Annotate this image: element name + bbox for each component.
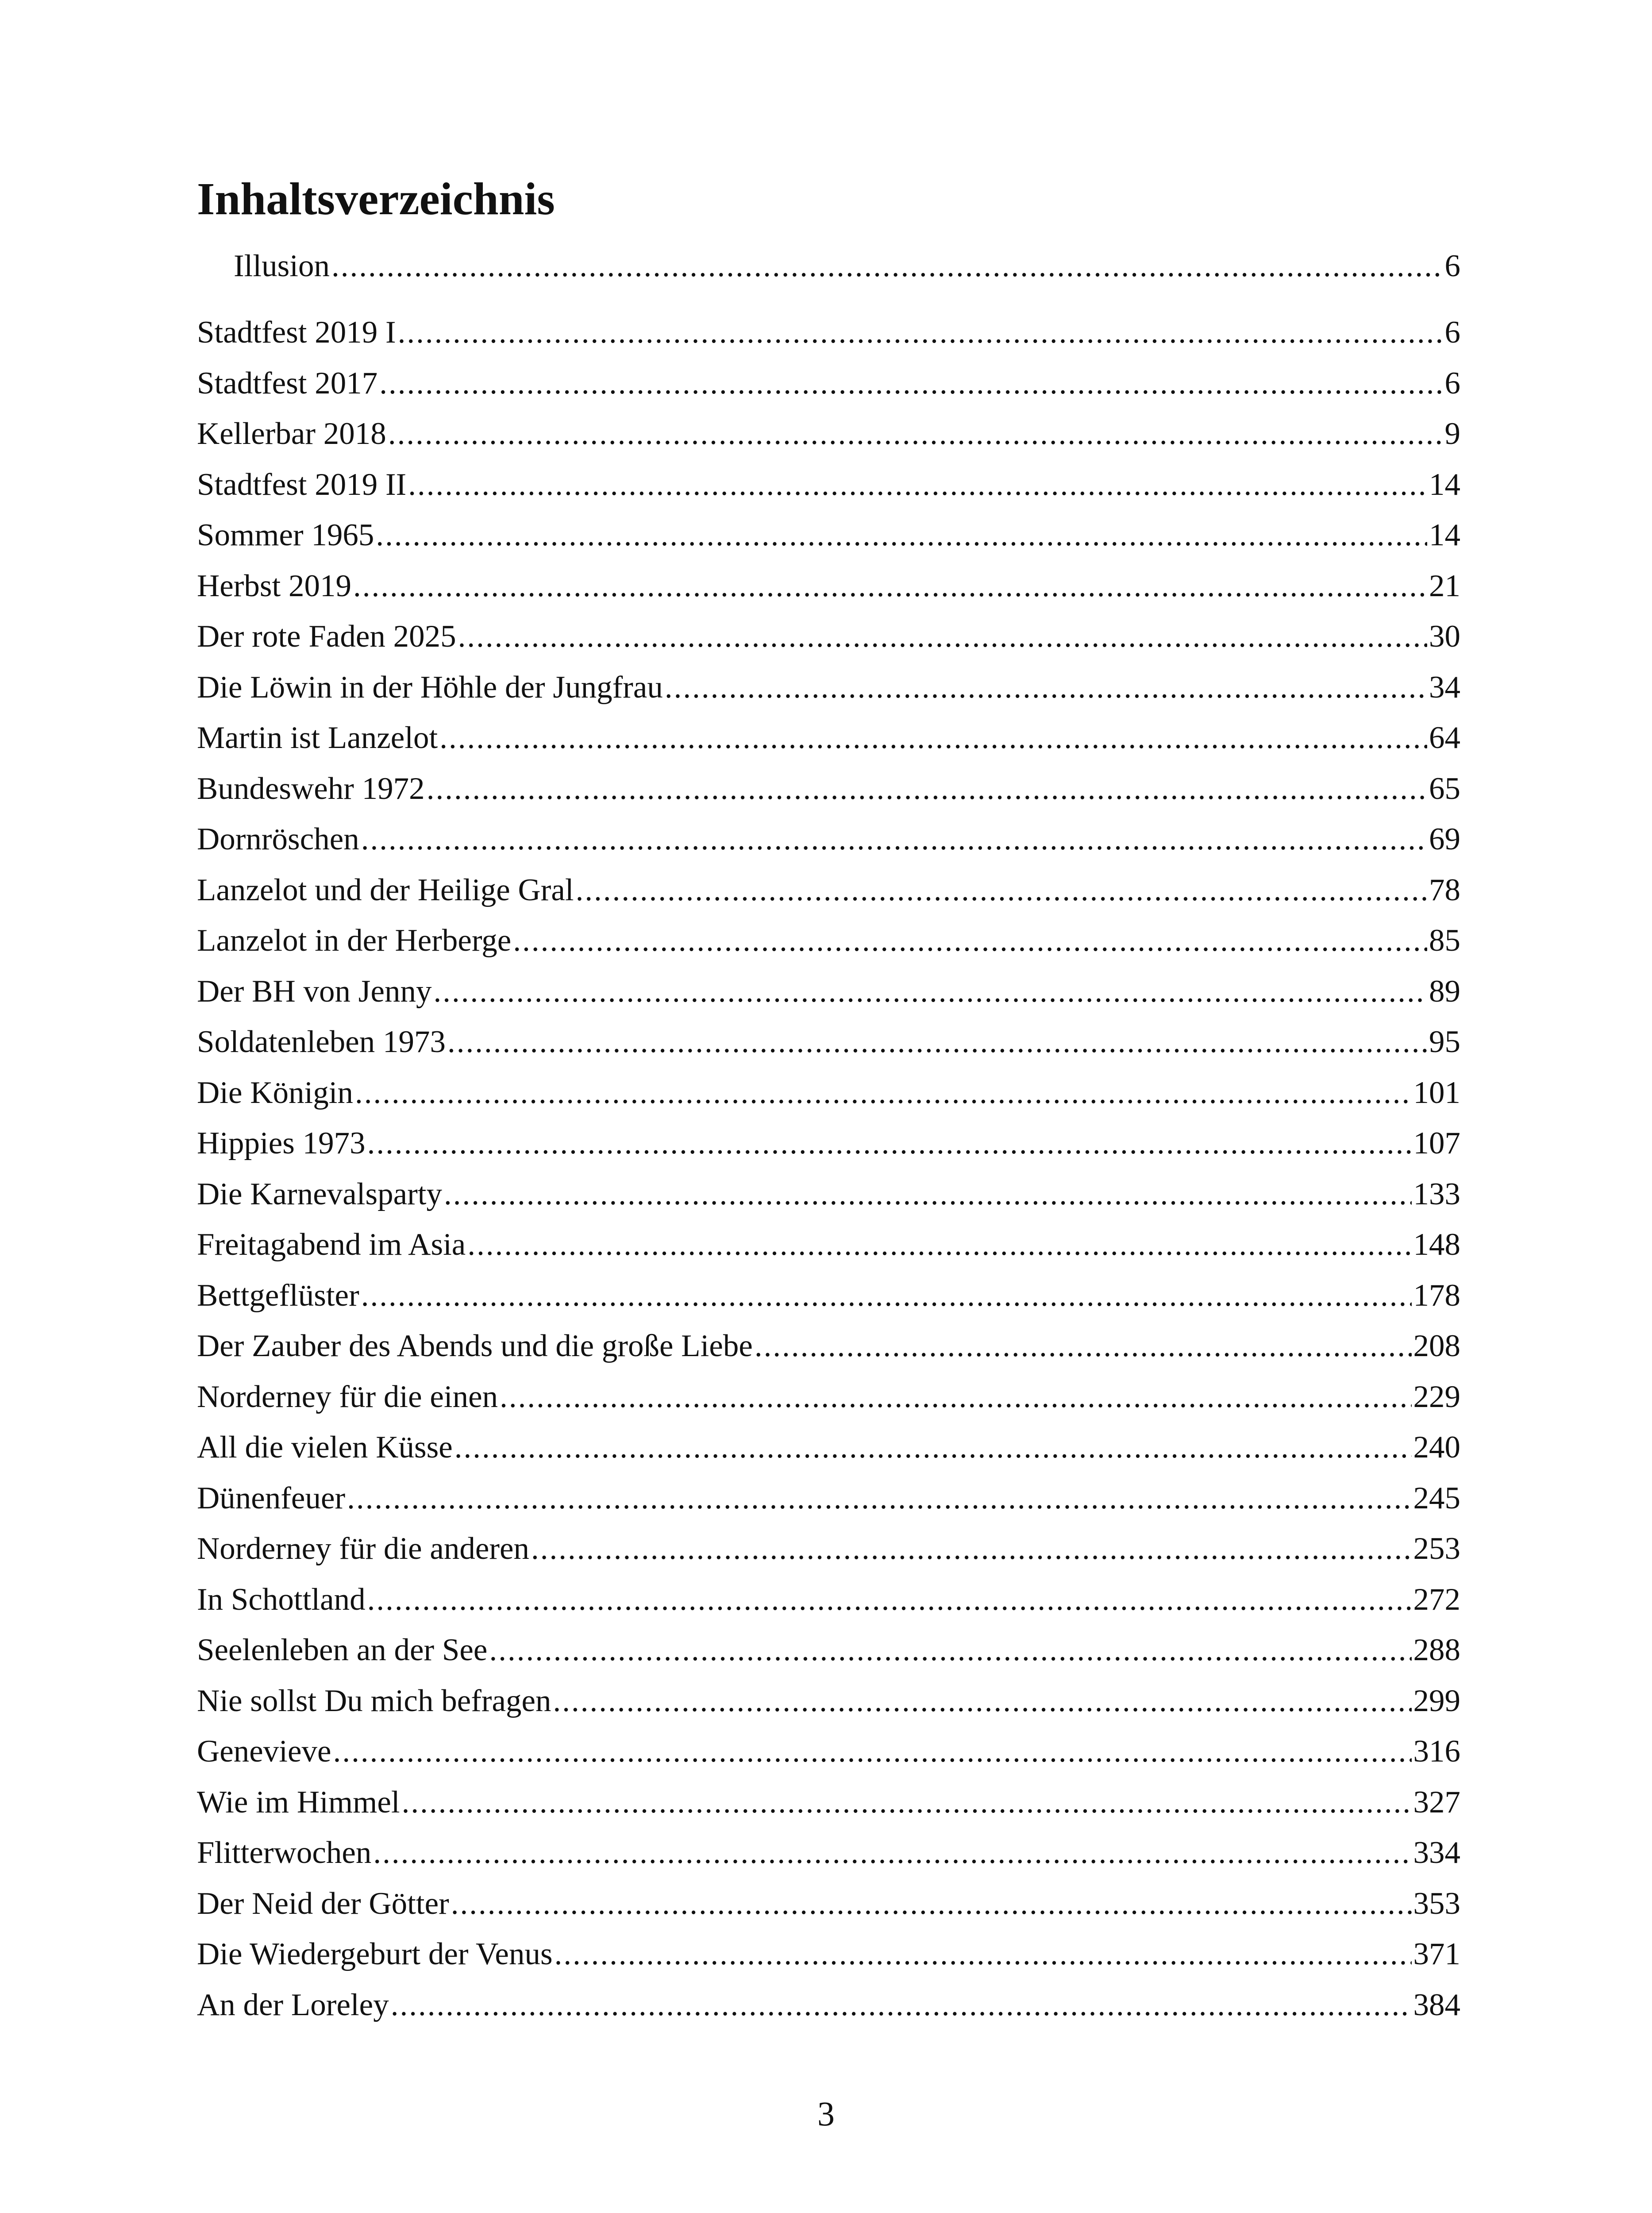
- toc-entry-title: Nie sollst Du mich befragen: [197, 1683, 551, 1718]
- toc-entry[interactable]: [197, 1828, 1460, 1877]
- toc-entry[interactable]: [197, 1068, 1460, 1117]
- toc-entry[interactable]: [197, 359, 1460, 408]
- toc-page-number: 64: [1429, 721, 1460, 755]
- toc-page-number: 253: [1413, 1531, 1460, 1566]
- toc-dot-leader: [553, 1677, 1412, 1725]
- toc-dot-leader: [408, 460, 1427, 509]
- toc-page-number: 334: [1413, 1835, 1460, 1870]
- toc-dot-leader: [361, 815, 1427, 864]
- toc-entry-title: Der Zauber des Abends und die große Liebe: [197, 1329, 753, 1363]
- toc-entry[interactable]: [197, 1981, 1460, 2029]
- toc-entry-title: Soldatenleben 1973: [197, 1025, 446, 1059]
- toc-entry[interactable]: [197, 663, 1460, 712]
- toc-dot-leader: [454, 1423, 1412, 1472]
- toc-entry[interactable]: [197, 713, 1460, 762]
- toc-page-number: 21: [1429, 568, 1460, 603]
- toc-dot-leader: [402, 1778, 1412, 1827]
- toc-entry-title: Stadtfest 2019 II: [197, 467, 407, 502]
- toc-dot-leader: [451, 1879, 1412, 1928]
- toc-page-number: 85: [1429, 923, 1460, 958]
- toc-page-number: 89: [1429, 974, 1460, 1009]
- toc-entry[interactable]: [197, 308, 1460, 357]
- toc-page-number: 6: [1444, 315, 1460, 350]
- toc-dot-leader: [531, 1524, 1411, 1573]
- toc-entry[interactable]: [197, 1626, 1460, 1674]
- toc-entry-title: Die Königin: [197, 1075, 353, 1110]
- toc-dot-leader: [665, 663, 1427, 712]
- toc-dot-leader: [398, 308, 1443, 357]
- toc-page-number: 148: [1413, 1227, 1460, 1262]
- toc-dot-leader: [555, 1930, 1412, 1978]
- toc-entry[interactable]: [197, 612, 1460, 661]
- toc-entry[interactable]: [197, 1474, 1460, 1523]
- toc-page-number: 353: [1413, 1886, 1460, 1921]
- toc-dot-leader: [500, 1373, 1411, 1421]
- toc-dot-leader: [347, 1474, 1411, 1523]
- toc-entry-title: Bundeswehr 1972: [197, 771, 425, 806]
- toc-entry-title: An der Loreley: [197, 1987, 389, 2022]
- toc-page-number: 95: [1429, 1025, 1460, 1059]
- toc-entry[interactable]: [197, 409, 1460, 458]
- toc-entry[interactable]: [197, 916, 1460, 965]
- toc-entry[interactable]: [197, 1322, 1460, 1370]
- toc-entry[interactable]: [197, 1778, 1460, 1827]
- toc-entry-title: Herbst 2019: [197, 568, 352, 603]
- toc-heading: Inhaltsverzeichnis: [197, 173, 555, 224]
- toc-entry-title: Kellerbar 2018: [197, 416, 386, 451]
- toc-entry[interactable]: [197, 1119, 1460, 1168]
- toc-page-number: 78: [1429, 872, 1460, 907]
- toc-entry-title: Freitagabend im Asia: [197, 1227, 466, 1262]
- toc-page-number: 316: [1413, 1734, 1460, 1769]
- toc-entry-title: Norderney für die einen: [197, 1379, 498, 1414]
- toc-entry-title: Der BH von Jenny: [197, 974, 432, 1009]
- toc-entry[interactable]: [234, 242, 1460, 290]
- toc-page-number: 240: [1413, 1430, 1460, 1465]
- toc-entry-title: Die Löwin in der Höhle der Jungfrau: [197, 670, 663, 705]
- toc-entry-title: Genevieve: [197, 1734, 331, 1769]
- toc-page-number: 9: [1444, 416, 1460, 451]
- toc-dot-leader: [376, 511, 1427, 559]
- toc-entry-title: Flitterwochen: [197, 1835, 372, 1870]
- toc-entry[interactable]: [197, 1677, 1460, 1725]
- toc-entry[interactable]: [197, 1220, 1460, 1269]
- toc-entry-title: Sommer 1965: [197, 518, 374, 552]
- toc-dot-leader: [379, 359, 1443, 408]
- toc-entry-title: Der Neid der Götter: [197, 1886, 449, 1921]
- toc-dot-leader: [355, 1068, 1412, 1117]
- toc-dot-leader: [367, 1119, 1412, 1168]
- toc-page-number: 178: [1413, 1278, 1460, 1313]
- toc-dot-leader: [513, 916, 1427, 965]
- toc-dot-leader: [439, 713, 1427, 762]
- toc-dot-leader: [576, 866, 1427, 914]
- toc-page-number: 384: [1413, 1987, 1460, 2022]
- toc-entry-title: Illusion: [234, 249, 330, 283]
- toc-entry-title: Martin ist Lanzelot: [197, 721, 438, 755]
- toc-entry-title: In Schottland: [197, 1582, 366, 1617]
- toc-entry-title: Wie im Himmel: [197, 1785, 400, 1820]
- toc-entry[interactable]: [197, 1423, 1460, 1472]
- toc-entry[interactable]: [197, 1271, 1460, 1320]
- toc-page-number: 34: [1429, 670, 1460, 705]
- toc-entry[interactable]: [197, 866, 1460, 914]
- toc-entry[interactable]: [197, 460, 1460, 509]
- toc-dot-leader: [489, 1626, 1411, 1674]
- toc-entry-title: Bettgeflüster: [197, 1278, 359, 1313]
- toc-dot-leader: [444, 1170, 1412, 1218]
- toc-page-number: 208: [1413, 1329, 1460, 1363]
- toc-dot-leader: [331, 242, 1443, 290]
- toc-page-number: 14: [1429, 467, 1460, 502]
- toc-page-number: 133: [1413, 1176, 1460, 1211]
- toc-entry-title: Dünenfeuer: [197, 1480, 346, 1515]
- toc-page-number: 229: [1413, 1379, 1460, 1414]
- toc-page-number: 101: [1413, 1075, 1460, 1110]
- page-number: 3: [817, 2094, 835, 2133]
- toc-entry[interactable]: [197, 815, 1460, 864]
- toc-dot-leader: [367, 1575, 1412, 1624]
- toc-dot-leader: [458, 612, 1427, 661]
- toc-entry-title: Die Karnevalsparty: [197, 1176, 442, 1211]
- toc-entry-title: Lanzelot in der Herberge: [197, 923, 512, 958]
- toc-dot-leader: [353, 562, 1427, 610]
- toc-page-number: 30: [1429, 619, 1460, 654]
- toc-entry[interactable]: [197, 1879, 1460, 1928]
- toc-dot-leader: [433, 967, 1427, 1016]
- toc-dot-leader: [755, 1322, 1412, 1370]
- toc-page-number: 6: [1444, 249, 1460, 283]
- toc-dot-leader: [388, 409, 1443, 458]
- toc-page-number: 6: [1444, 366, 1460, 401]
- toc-entry[interactable]: [197, 1018, 1460, 1066]
- toc-page-number: 371: [1413, 1937, 1460, 1971]
- toc-dot-leader: [447, 1018, 1427, 1066]
- toc-page-number: 69: [1429, 822, 1460, 856]
- toc-page-number: 65: [1429, 771, 1460, 806]
- toc-entry[interactable]: [197, 1373, 1460, 1421]
- toc-dot-leader: [391, 1981, 1412, 2029]
- toc-page-number: 14: [1429, 518, 1460, 552]
- toc-entry[interactable]: [197, 764, 1460, 813]
- toc-entry-title: Dornröschen: [197, 822, 359, 856]
- toc-entry-title: Seelenleben an der See: [197, 1633, 488, 1667]
- toc-page-number: 288: [1413, 1633, 1460, 1667]
- toc-page-number: 327: [1413, 1785, 1460, 1820]
- toc-dot-leader: [361, 1271, 1412, 1320]
- toc-entry[interactable]: [197, 511, 1460, 559]
- toc-entry[interactable]: [197, 1930, 1460, 1978]
- toc-entry-title: Lanzelot und der Heilige Gral: [197, 872, 574, 907]
- toc-entry-title: Hippies 1973: [197, 1126, 366, 1160]
- toc-dot-leader: [427, 764, 1427, 813]
- toc-entry[interactable]: [197, 1727, 1460, 1776]
- toc-dot-leader: [333, 1727, 1412, 1776]
- toc-entry-title: Norderney für die anderen: [197, 1531, 530, 1566]
- toc-page-number: 245: [1413, 1480, 1460, 1515]
- toc-page-number: 107: [1413, 1126, 1460, 1160]
- toc-entry-title: Die Wiedergeburt der Venus: [197, 1937, 553, 1971]
- toc-entry-title: Stadtfest 2019 I: [197, 315, 396, 350]
- toc-entry[interactable]: [197, 1170, 1460, 1218]
- toc-page-number: 272: [1413, 1582, 1460, 1617]
- toc-entry-title: Der rote Faden 2025: [197, 619, 456, 654]
- toc-entry-title: All die vielen Küsse: [197, 1430, 453, 1465]
- toc-page-number: 299: [1413, 1683, 1460, 1718]
- toc-entry[interactable]: [197, 1524, 1460, 1573]
- toc-entry[interactable]: [197, 562, 1460, 610]
- toc-dot-leader: [373, 1828, 1411, 1877]
- toc-entry[interactable]: [197, 967, 1460, 1016]
- toc-dot-leader: [467, 1220, 1411, 1269]
- toc-entry[interactable]: [197, 1575, 1460, 1624]
- toc-entry-title: Stadtfest 2017: [197, 366, 378, 401]
